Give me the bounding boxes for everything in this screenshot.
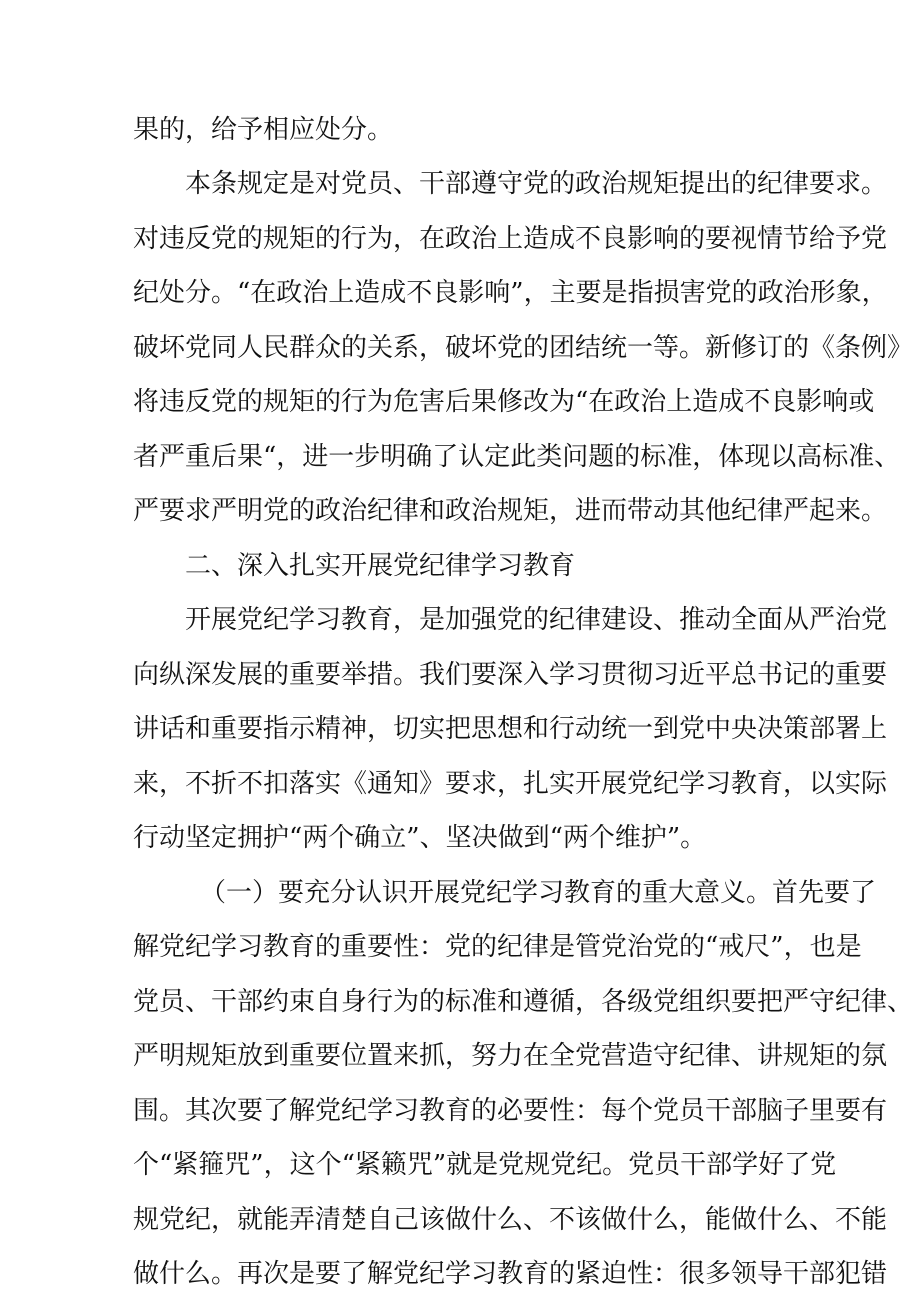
text-line: 讲话和重要指示精神，切实把思想和行动统一到党中央决策部署上 [133,714,888,744]
text-line: 开展党纪学习教育，是加强党的纪律建设、推动全面从严治党 [185,605,888,635]
text-line: 者严重后果“，进一步明确了认定此类问题的标准，体现以高标准、 [133,442,901,472]
text-line: 来，不折不扣落实《通知》要求，扎实开展党纪学习教育，以实际 [133,769,888,799]
text-line: 对违反党的规矩的行为，在政治上造成不良影响的要视情节给予党 [133,224,888,254]
text-line: 做什么。再次是要了解党纪学习教育的紧迫性：很多领导干部犯错 [133,1259,888,1289]
text-line: 党员、干部约束自身行为的标准和遵循，各级党组织要把严守纪律、 [133,987,914,1017]
text-line: 破坏党同人民群众的关系，破坏党的团结统一等。新修订的《条例》 [133,333,914,363]
text-line: 果的，给予相应处分。 [133,115,394,145]
text-line: 向纵深发展的重要举措。我们要深入学习贯彻习近平总书记的重要 [133,660,888,690]
text-line: 将违反党的规矩的行为危害后果修改为“在政治上造成不良影响或 [133,387,875,417]
subsection-heading-line: （一）要充分认识开展党纪学习教育的重大意义。首先要了 [200,878,877,908]
text-line: 围。其次要了解党纪学习教育的必要性：每个党员干部脑子里要有 [133,1096,888,1126]
text-line: 解党纪学习教育的重要性：党的纪律是管党治党的“戒尺”，也是 [133,932,862,962]
text-line: 严要求严明党的政治纪律和政治规矩，进而带动其他纪律严起来。 [133,496,888,526]
text-line: 纪处分。“在政治上造成不良影响”，主要是指损害党的政治形象， [133,278,888,308]
text-line: 行动坚定拥护“两个确立”、坚决做到“两个维护”。 [133,823,707,853]
text-line: 严明规矩放到重要位置来抓，努力在全党营造守纪律、讲规矩的氛 [133,1041,888,1071]
text-line: 本条规定是对党员、干部遵守党的政治规矩提出的纪律要求。 [185,169,888,199]
section-heading: 二、深入扎实开展党纪律学习教育 [185,551,576,581]
text-line: 个“紧箍咒”，这个“紧籁咒”就是党规党纪。党员干部学好了党 [133,1150,837,1180]
text-line: 规党纪，就能弄清楚自己该做什么、不该做什么，能做什么、不能 [133,1205,888,1235]
